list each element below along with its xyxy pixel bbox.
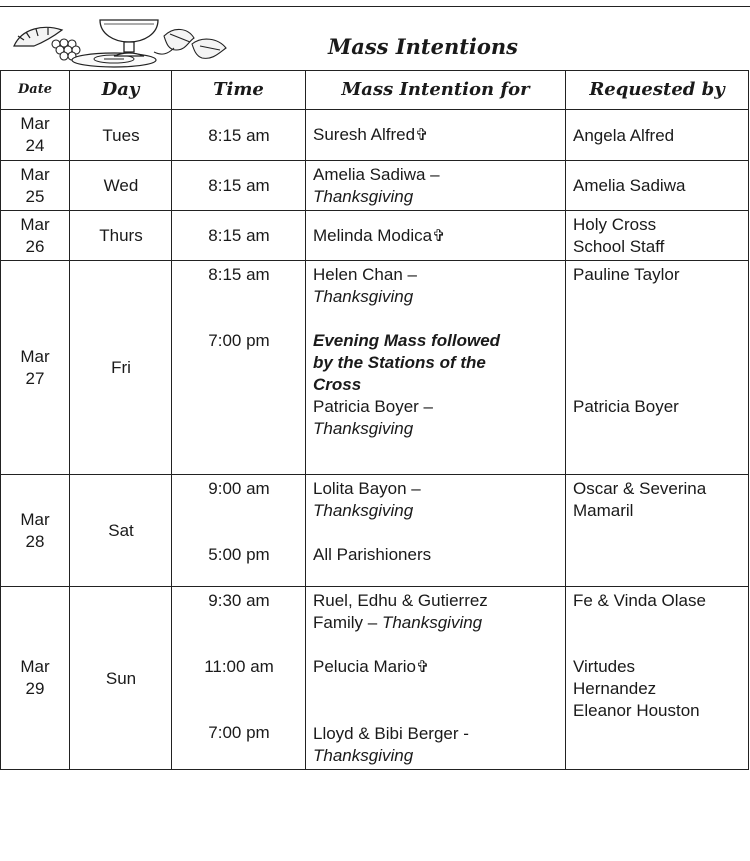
date-day-number: 26	[25, 236, 45, 256]
intention-name	[313, 656, 559, 679]
deceased-cross-icon: ✞	[416, 659, 430, 676]
intention-name: Suresh Alfred	[313, 125, 416, 144]
requester-name: Patricia Boyer	[573, 397, 679, 416]
intention-name: Patricia Boyer –	[313, 397, 433, 416]
intention-cell	[306, 261, 566, 475]
intention-name: Amelia Sadiwa –	[313, 165, 440, 184]
requester-name: Oscar & Severina	[573, 479, 707, 498]
date-day-number: 27	[25, 368, 45, 388]
requester-name: Hernandez	[573, 679, 657, 698]
time-cell	[172, 211, 306, 261]
intention-cell	[306, 211, 566, 261]
intention-cell	[306, 475, 566, 587]
intention-name: Lolita Bayon –	[313, 479, 421, 498]
evening-mass-note: Evening Mass followed	[313, 331, 501, 350]
column-header-intention: Mass Intention for	[306, 71, 566, 110]
intention-name: Melinda Modica	[313, 225, 433, 245]
intention-note: Thanksgiving	[313, 187, 414, 206]
mass-time: 7:00 pm	[208, 331, 270, 350]
header	[0, 0, 750, 70]
time-cell	[172, 587, 306, 770]
date-cell	[1, 161, 70, 211]
intention-cell	[306, 161, 566, 211]
date-day-number: 28	[25, 531, 45, 551]
mass-time: 9:30 am	[208, 591, 270, 610]
table-row	[1, 211, 749, 261]
requested-cell	[566, 587, 749, 770]
column-header-time: Time	[172, 71, 306, 110]
requested-cell	[566, 211, 749, 261]
mass-time: 11:00 am	[204, 657, 274, 676]
date-day-number: 25	[25, 186, 45, 206]
table-header-row	[1, 71, 749, 110]
intention-prefix: Family –	[313, 613, 382, 632]
intention-note: Thanksgiving	[381, 613, 483, 632]
date-day-number: 29	[25, 679, 45, 698]
chalice-grapes-icon	[4, 16, 244, 68]
requester-name: Eleanor Houston	[573, 701, 700, 720]
time-cell	[172, 261, 306, 475]
requester-name: School Staff	[573, 237, 665, 256]
column-header-requested: Requested by	[566, 71, 749, 110]
date-day-number: 24	[25, 136, 45, 155]
date-cell	[1, 261, 70, 475]
mass-time: 9:00 am	[208, 479, 270, 498]
column-header-day: Day	[70, 71, 172, 110]
requester-name: Holy Cross	[573, 215, 657, 234]
date-month: Mar	[20, 509, 50, 529]
requested-cell	[566, 475, 749, 587]
date-cell	[1, 211, 70, 261]
intention-name: Lloyd & Bibi Berger -	[313, 724, 469, 743]
date-month: Mar	[20, 164, 50, 184]
intention-note: Thanksgiving	[313, 501, 414, 520]
column-header-date: Date	[1, 71, 70, 110]
date-cell	[1, 475, 70, 587]
table-row	[1, 161, 749, 211]
date-month: Mar	[20, 346, 50, 366]
time-cell	[172, 161, 306, 211]
table-row	[1, 587, 749, 770]
date-month: Mar	[20, 657, 50, 676]
table-row	[1, 110, 749, 161]
day-cell: Wed	[70, 161, 172, 211]
intention-note: Thanksgiving	[313, 419, 414, 438]
day-cell: Sun	[70, 587, 172, 770]
date-cell	[1, 110, 70, 161]
intention-name: All Parishioners	[313, 545, 432, 564]
requester-name: Virtudes	[573, 657, 636, 676]
top-rule	[0, 6, 750, 7]
intention-cell	[306, 110, 566, 161]
mass-time: 5:00 pm	[208, 545, 270, 564]
mass-intentions-table	[0, 70, 749, 770]
mass-time: 8:15 am	[208, 226, 270, 245]
date-month: Mar	[20, 114, 50, 133]
requested-cell	[566, 261, 749, 475]
mass-time: 8:15 am	[208, 265, 270, 284]
time-cell	[172, 475, 306, 587]
intention-name	[313, 612, 559, 634]
requester-name: Fe & Vinda Olase	[573, 591, 706, 610]
requested-cell: Angela Alfred	[566, 110, 749, 161]
time-cell	[172, 110, 306, 161]
intention-note: Thanksgiving	[313, 287, 414, 306]
day-cell: Sat	[70, 475, 172, 587]
intention-name: Helen Chan –	[313, 265, 417, 284]
requester-name: Pauline Taylor	[573, 265, 680, 284]
deceased-cross-icon: ✞	[432, 227, 446, 245]
requester-name: Mamaril	[573, 501, 634, 520]
date-cell	[1, 587, 70, 770]
deceased-cross-icon: ✞	[415, 127, 429, 144]
intention-cell	[306, 587, 566, 770]
day-cell: Tues	[70, 110, 172, 161]
evening-mass-note: Cross	[313, 375, 362, 394]
mass-time: 7:00 pm	[208, 723, 270, 742]
intention-name: Ruel, Edhu & Gutierrez	[313, 591, 488, 610]
day-cell: Fri	[70, 261, 172, 475]
intention-person: Pelucia Mario	[313, 657, 416, 676]
requested-cell: Amelia Sadiwa	[566, 161, 749, 211]
date-month: Mar	[20, 214, 50, 234]
mass-time: 8:15 am	[208, 176, 270, 195]
intention-note: Thanksgiving	[313, 746, 414, 765]
day-cell: Thurs	[70, 211, 172, 261]
table-row	[1, 475, 749, 587]
page-title: Mass Intentions	[328, 34, 519, 59]
evening-mass-note: by the Stations of the	[313, 353, 486, 372]
mass-time: 8:15 am	[208, 125, 270, 145]
table-row	[1, 261, 749, 475]
